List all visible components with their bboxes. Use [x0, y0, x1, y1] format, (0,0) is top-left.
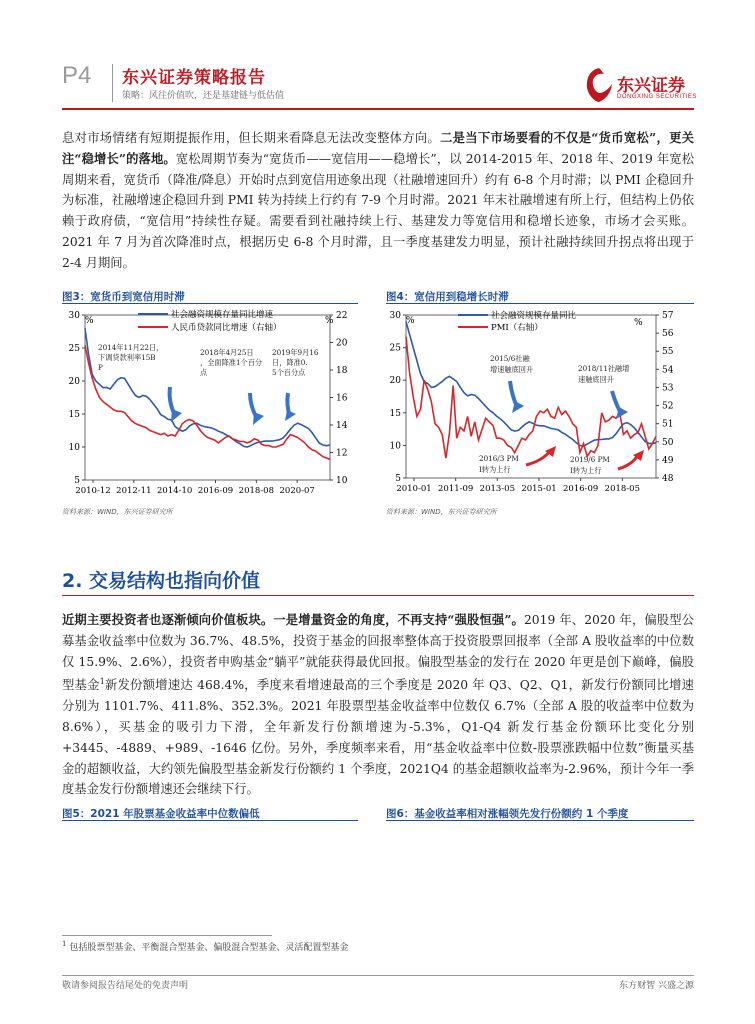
- y-tick-label-left: 20: [389, 376, 401, 387]
- annotation-sf-trough-2018-b: 速触底回升: [578, 375, 614, 384]
- y-tick-label-right: 12: [336, 448, 348, 459]
- arrow-blue-1-head: [171, 409, 182, 422]
- figure-4-unit-right: %: [634, 318, 643, 328]
- annotation-rate-cut-2014-c: P: [98, 363, 103, 372]
- figure-4-title: 图4：宽信用到稳增长时滞: [386, 291, 509, 303]
- annotation-pmi-up-2019-a: 2019/6 PM: [570, 455, 610, 464]
- annotation-rate-cut-2014-b: 下调贷款利率15B: [98, 353, 156, 362]
- y-tick-label-right: 50: [662, 437, 674, 448]
- x-tick-label: 2018-08: [238, 486, 274, 496]
- plot-frame: [85, 315, 330, 480]
- report-subtitle: 策略：风往价值吹，还是基建链与低估值: [122, 91, 285, 101]
- y-tick-label-left: 5: [74, 476, 80, 486]
- figure-4-legend: [458, 310, 577, 333]
- y-tick-label-right: 56: [662, 329, 674, 340]
- figure-5-title: 图5：2021 年股票基金收益率中位数偏低: [62, 808, 260, 820]
- legend-label-social-financing: 社会融资规模存量同比增速: [171, 310, 274, 320]
- y-tick-label-right: 52: [662, 401, 674, 412]
- series-line-left: [406, 322, 656, 447]
- header-rule: [62, 108, 694, 110]
- figure-3-unit-right: %: [325, 316, 334, 326]
- figure-4-unit-left: %: [406, 316, 415, 326]
- y-tick-label-right: 20: [336, 338, 348, 349]
- arrow-red-1: [526, 451, 550, 465]
- figure-3-legend: [138, 309, 282, 333]
- x-tick-label: 2016-09: [563, 484, 599, 494]
- y-tick-label-right: 16: [336, 393, 348, 404]
- y-tick-label-left: 10: [389, 441, 401, 452]
- legend-label-rmb-loans: 人民币贷款同比增速（右轴）: [171, 323, 282, 333]
- paragraph-1: [62, 128, 694, 274]
- paragraph-2-bold: 近期主要投资者也逐渐倾向价值板块。一是增量资金的角度，不再支持“强股恒强”。: [62, 612, 524, 627]
- annotation-pmi-up-2019-b: I转为上行: [570, 466, 602, 475]
- x-tick-label: 2014-10: [157, 486, 193, 496]
- figure-5-rule: [62, 820, 358, 821]
- annotation-rate-cut-2014-a: 2014年11月22日，: [98, 343, 164, 352]
- x-tick-label: 2015-01: [521, 484, 557, 494]
- paragraph-2: [62, 610, 694, 800]
- annotation-rrr-cut-2019-a: 2019年9月16: [272, 348, 319, 357]
- series-line-right: [406, 337, 656, 458]
- plot-frame: [406, 315, 656, 478]
- annotation-sf-trough-2018-a: 2018/11社融增: [578, 364, 630, 373]
- figure-3-title: 图3：宽货币到宽信用时滞: [62, 291, 185, 303]
- legend-label-pmi: PMI（右轴）: [491, 323, 543, 333]
- x-tick-label: 2016-09: [197, 486, 234, 496]
- x-tick-label: 2010-12: [75, 486, 111, 496]
- annotation-sf-trough-2015-a: 2015/6社融: [490, 354, 530, 363]
- arrow-red-2: [618, 455, 638, 469]
- figure-3-source: 资料来源：WIND，东兴证券研究所: [62, 508, 173, 516]
- paragraph-1-text-a: 息对市场情绪有短期提振作用，但长期来看降息无法改变整体方向。: [62, 131, 441, 145]
- paragraph-2-text-b: 新发份额增速达 468.4%，季度来看增速最高的三个季度是 2020 年 Q3、Q2、Q1，新发行份额同比增速分别为 1101.7%、411.8%、352.3%。2021 年股票型基金收益率中位数仅 6.7%（全部 A 股的收益率中位数为 8.6%），买基金的吸引力下滑，全年新发行份额增速为-5.3%，Q1-Q4 新发行基金份额环比变化分别+3445、-4889、+989、-1646 亿份。另外，季度频率来看，用“基金收益率中位数-股票涨跌幅中位数”衡量买基金的超额收益，大约领先偏股型基金新发行份额约 1 个季度，2021Q4 的基金超额收益率为-2.96%，预计今年一季度基金发行份额增速还会继续下行。: [62, 678, 694, 797]
- figure-4-annotations: [479, 354, 629, 475]
- figure-3-unit-left: %: [85, 316, 94, 326]
- y-tick-label-right: 54: [662, 365, 674, 376]
- footer-disclaimer: 敬请参阅报告结尾处的免责声明: [62, 981, 189, 991]
- brand-logo-text: 东兴证券: [617, 76, 685, 96]
- y-tick-label-left: 30: [389, 311, 401, 321]
- y-tick-label-right: 48: [662, 474, 674, 484]
- paragraph-2-text-a: 2019 年、2020 年，偏股型公募基金收益率中位数为 36.7%、48.5%，投资于基金的回报率整体高于投资股票回报率（全部 A 股收益率的中位数仅 15.9%、2.6%），投资者申购基金“躺平”就能获得最优回报。偏股型基金的发行在 2020 年更是创下巅峰，偏股型基金: [62, 613, 694, 693]
- x-tick-label: 2012-11: [116, 486, 152, 496]
- x-tick-label: 2020-07: [279, 486, 315, 496]
- brand-logo-icon: [584, 66, 614, 104]
- arrow-blue-2-head: [253, 412, 264, 425]
- y-tick-label-left: 5: [395, 474, 401, 484]
- y-tick-label-right: 51: [662, 419, 674, 430]
- y-tick-label-right: 53: [662, 383, 674, 394]
- figure-4-rule: [386, 303, 694, 304]
- annotation-rrr-cut-2018-a: 2018年4月25日: [200, 348, 254, 357]
- section-heading: 2. 交易结构也指向价值: [62, 570, 261, 592]
- annotation-rrr-cut-2019-b: 日，降准0.: [272, 358, 308, 367]
- y-tick-label-left: 15: [68, 410, 80, 420]
- footnote: [62, 940, 348, 953]
- y-tick-label-left: 25: [389, 343, 401, 354]
- figure-6-rule: [386, 820, 694, 821]
- figure-4-chart: [384, 305, 696, 505]
- y-tick-label-right: 10: [336, 476, 348, 486]
- brand-logo-english: DONGXING SECURITIES: [617, 94, 697, 100]
- y-tick-label-left: 25: [68, 344, 80, 354]
- y-tick-label-right: 57: [662, 311, 674, 321]
- figure-3-rule: [62, 303, 358, 304]
- x-tick-label: 2018-05: [604, 484, 640, 494]
- footnote-rule: [62, 935, 272, 936]
- paragraph-1-bold: 二是当下市场要看的不仅是“货币宽松”，更关注“稳增长”的落地。: [62, 130, 694, 166]
- y-tick-label-right: 14: [336, 421, 348, 431]
- footnote-ref: 1: [99, 677, 105, 687]
- legend-label-social-financing: 社会融资规模存量同比: [491, 311, 577, 321]
- figure-4-source: 资料来源：WIND，东兴证券研究所: [386, 508, 497, 516]
- figure-3-chart: [60, 305, 360, 505]
- page-number: P4: [62, 62, 92, 89]
- footer-rule: [62, 975, 694, 976]
- section-rule: [62, 595, 694, 596]
- y-tick-label-left: 10: [68, 443, 80, 453]
- y-tick-label-right: 49: [662, 455, 674, 466]
- y-tick-label-right: 22: [336, 311, 348, 321]
- y-tick-label-left: 15: [389, 408, 401, 419]
- annotation-rrr-cut-2018-c: 点: [200, 368, 208, 377]
- annotation-sf-trough-2015-b: 增速触底回升: [490, 365, 534, 374]
- annotation-pmi-up-2016-a: 2016/3 PM: [479, 454, 519, 463]
- footnote-text: 包括股票型基金、平衡混合型基金、偏股混合型基金、灵活配置型基金: [69, 943, 349, 953]
- report-title: 东兴证券策略报告: [122, 68, 266, 88]
- annotation-rrr-cut-2019-c: 5个百分点: [272, 368, 306, 377]
- figure-3-annotations: [98, 343, 319, 377]
- x-tick-label: 2013-05: [479, 484, 515, 494]
- x-tick-label: 2010-01: [396, 484, 432, 494]
- annotation-pmi-up-2016-b: I转为上行: [479, 465, 511, 474]
- y-tick-label-right: 18: [336, 366, 348, 376]
- annotation-rrr-cut-2018-b: ，全面降准1个百分: [200, 358, 263, 367]
- y-tick-label-right: 55: [662, 347, 674, 358]
- paragraph-1-text-b: 宽松周期节奏为“宽货币——宽信用——稳增长”，以 2014-2015 年、2018 年、2019 年宽松周期来看，宽货币（降准/降息）开始时点到宽信用迹象出现（社融增速回升）约有 6-8 个月时滞；以 PMI 企稳回升为标准，社融增速企稳回升到 PMI 转为持续上行约有 7-9 个月时滞。2021 年末社融增速有所上行，但结构上仍依赖于政府债，“宽信用”持续性存疑。需要看到社融持续上行、基建发力等宽信用和稳增长迹象，市场才会买账。2021 年 7 月为首次降准时点，根据历史 6-8 个月时滞，且一季度基建发力明显，预计社融持续回升拐点将出现于 2-4 月期间。: [62, 151, 694, 270]
- y-tick-label-left: 20: [68, 377, 80, 387]
- x-tick-label: 2011-09: [438, 484, 474, 494]
- y-tick-label-left: 30: [68, 311, 80, 321]
- footer-slogan: 东方财智 兴盛之源: [619, 981, 694, 991]
- footnote-mark: 1: [62, 940, 67, 948]
- header-divider: [112, 64, 113, 102]
- figure-6-title: 图6：基金收益率相对涨幅领先发行份额约 1 个季度: [386, 808, 629, 820]
